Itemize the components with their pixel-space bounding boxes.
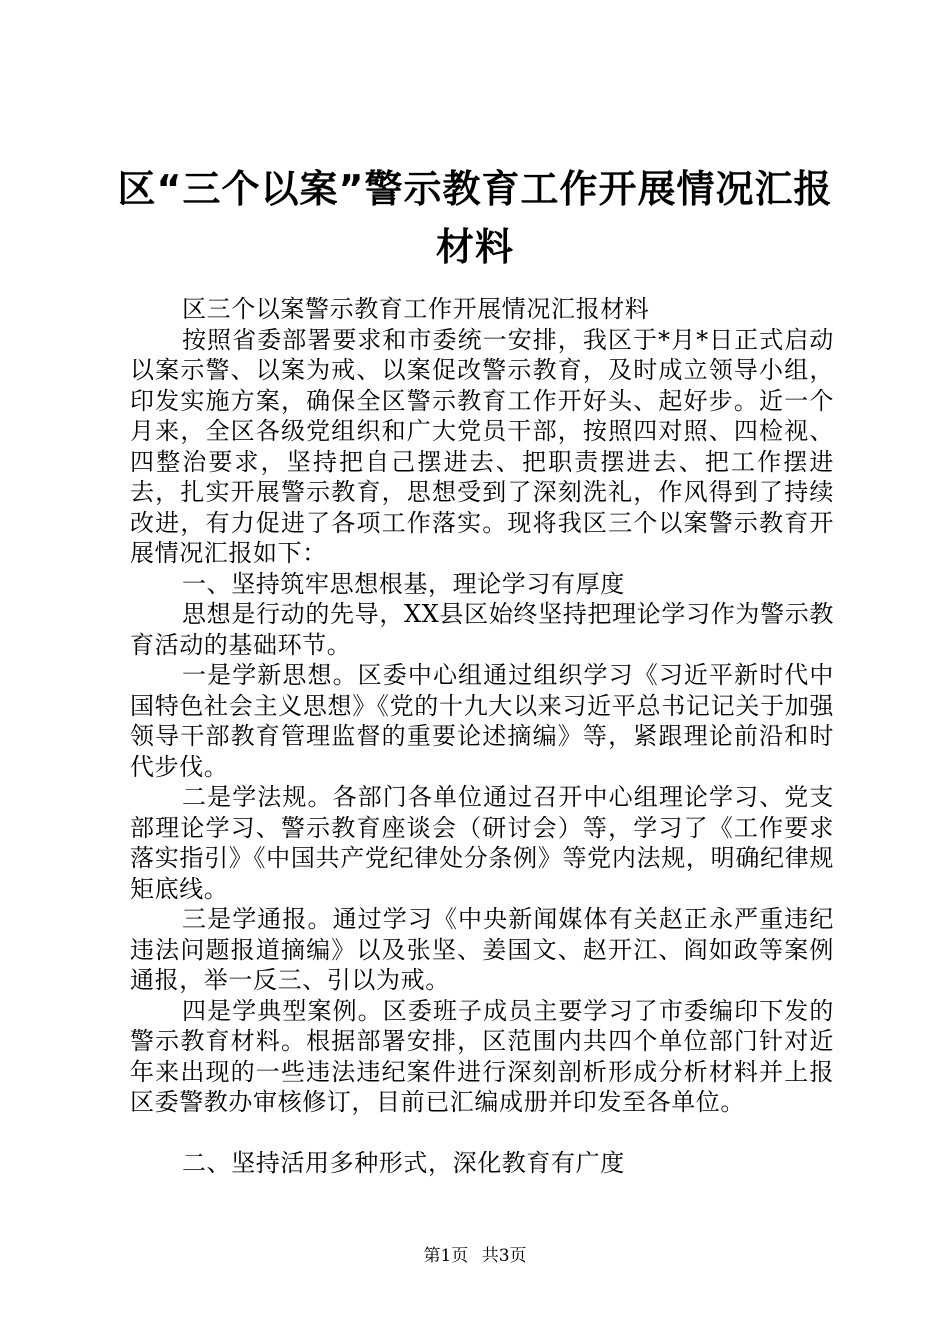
page-footer	[0, 1244, 950, 1268]
document-body	[130, 294, 834, 1178]
page-number: 第1页	[423, 1246, 469, 1266]
body-paragraph: 四是学典型案例。区委班子成员主要学习了市委编印下发的警示教育材料。根据部署安排，区范围内共四个单位部门针对近年来出现的一些违法违纪案件进行深刻剖析形成分析材料并上报区委警教办审核修订，目前已汇编成册并印发至各单位。	[130, 996, 834, 1116]
body-paragraph: 区三个以案警示教育工作开展情况汇报材料	[182, 295, 650, 323]
page-total: 共3页	[481, 1246, 527, 1266]
body-paragraph: 三是学通报。通过学习《中央新闻媒体有关赵正永严重违纪违法问题报道摘编》以及张坚、姜国文、赵开江、阎如政等案例通报，举一反三、引以为戒。	[130, 905, 834, 994]
document-title: 区“三个以案”警示教育工作开展情况汇报材料	[117, 167, 833, 269]
body-paragraph: 二是学法规。各部门各单位通过召开中心组理论学习、党支部理论学习、警示教育座谈会（研讨会）等，学习了《工作要求落实指引》《中国共产党纪律处分条例》等党内法规，明确纪律规矩底线。	[130, 783, 834, 903]
section-heading: 一、坚持筑牢思想根基，理论学习有厚度	[182, 569, 625, 598]
body-paragraph: 按照省委部署要求和市委统一安排，我区于*月*日正式启动以案示警、以案为戒、以案促改警示教育，及时成立领导小组，印发实施方案，确保全区警示教育工作开好头、起好步。近一个月来，全区各级党组织和广大党员干部，按照四对照、四检视、四整治要求，坚持把自己摆进去、把职责摆进去、把工作摆进去，扎实开展警示教育，思想受到了深刻洗礼，作风得到了持续改进，有力促进了各项工作落实。现将我区三个以案警示教育开展情况汇报如下：	[130, 325, 834, 567]
body-paragraph: 一是学新思想。区委中心组通过组织学习《习近平新时代中国特色社会主义思想》《党的十九大以来习近平总书记记关于加强领导干部教育管理监督的重要论述摘编》等，紧跟理论前沿和时代步伐。	[130, 661, 834, 781]
body-paragraph: 思想是行动的先导，XX县区始终坚持把理论学习作为警示教育活动的基础环节。	[130, 600, 834, 659]
section-heading: 二、坚持活用多种形式，深化教育有广度	[182, 1148, 625, 1177]
